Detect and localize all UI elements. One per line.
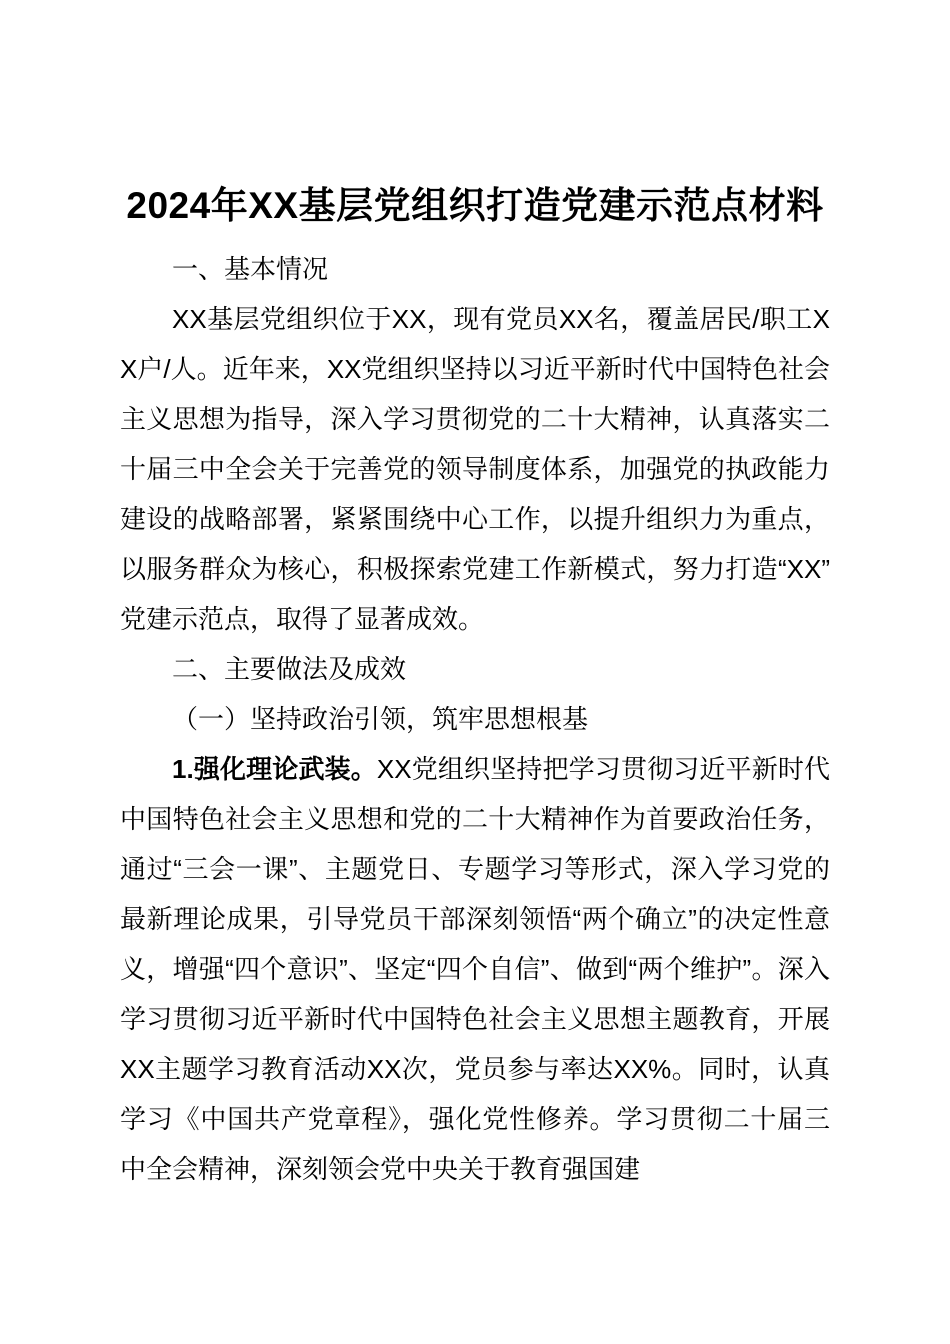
paragraph-theory-armament bbox=[120, 744, 830, 1194]
point-lead-strengthen-theory: 1.强化理论武装。 bbox=[172, 754, 377, 784]
section-heading-main-practices: 二、主要做法及成效 bbox=[172, 654, 407, 684]
subsection-heading-political-guidance: （一）坚持政治引领，筑牢思想根基 bbox=[172, 704, 589, 734]
section-heading-basic-info: 一、基本情况 bbox=[172, 254, 329, 284]
document-title: 2024年XX基层党组织打造党建示范点材料 bbox=[126, 185, 824, 226]
point-text-strengthen-theory: XX党组织坚持把学习贯彻习近平新时代中国特色社会主义思想和党的二十大精神作为首要政治任务，通过“三会一课”、主题党日、专题学习等形式，深入学习党的最新理论成果，引导党员干部深刻领悟“两个确立”的决定性意义，增强“四个意识”、坚定“四个自信”、做到“两个维护”。深入学习贯彻习近平新时代中国特色社会主义思想主题教育，开展XX主题学习教育活动XX次，党员参与率达XX%。同时，认真学习《中国共产党章程》，强化党性修养。学习贯彻二十届三中全会精神，深刻领会党中央关于教育强国建 bbox=[120, 754, 831, 1184]
paragraph-basic-info: XX基层党组织位于XX，现有党员XX名，覆盖居民/职工XX户/人。近年来，XX党组织坚持以习近平新时代中国特色社会主义思想为指导，深入学习贯彻党的二十大精神，认真落实二十届三中全会关于完善党的领导制度体系，加强党的执政能力建设的战略部署，紧紧围绕中心工作，以提升组织力为重点，以服务群众为核心，积极探索党建工作新模式，努力打造“XX”党建示范点，取得了显著成效。 bbox=[120, 304, 830, 634]
